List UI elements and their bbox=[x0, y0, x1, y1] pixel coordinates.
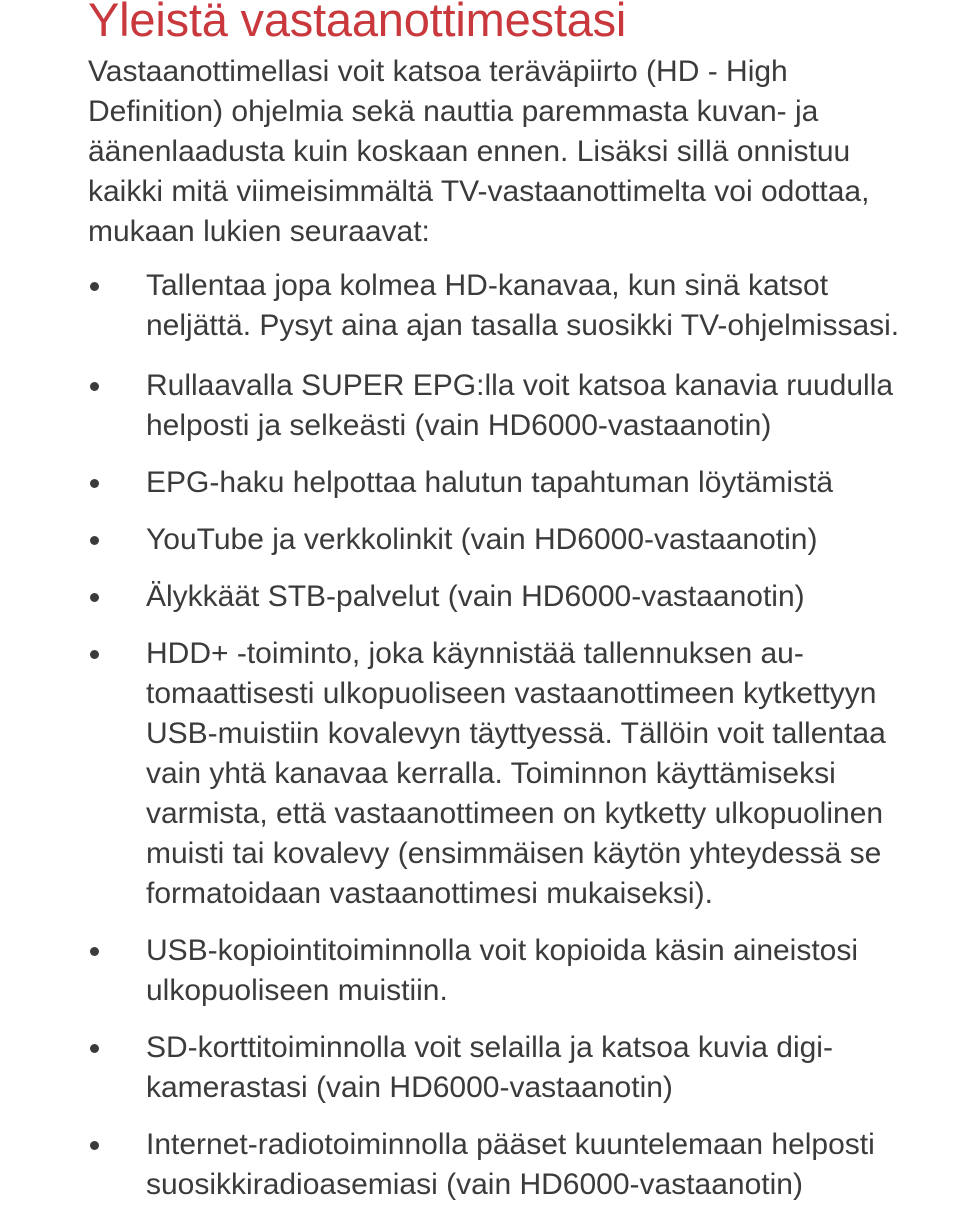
bullet-dot-icon bbox=[90, 650, 99, 659]
text-line: tomaattisesti ulkopuoliseen vastaanottimeen kytkettyyn bbox=[146, 677, 877, 710]
text-line: mukaan lukien seuraavat: bbox=[88, 215, 430, 248]
list-item bbox=[88, 1028, 920, 1108]
text-line: SD-korttitoiminnolla voit selailla ja katsoa kuvia digi- bbox=[146, 1031, 833, 1064]
text-line: muisti tai kovalevy (ensimmäisen käytön yhteydessä se bbox=[146, 837, 882, 870]
list-item bbox=[88, 366, 920, 446]
bullet-dot-icon bbox=[90, 947, 99, 956]
text-line: vain yhtä kanavaa kerralla. Toiminnon käyttämiseksi bbox=[146, 757, 836, 790]
list-item-text bbox=[146, 577, 920, 617]
text-line: formatoidaan vastaanottimesi mukaiseksi). bbox=[146, 877, 713, 910]
list-item-text bbox=[146, 931, 920, 1011]
list-item bbox=[88, 520, 920, 560]
bullet-dot-icon bbox=[90, 536, 99, 545]
text-line: Internet-radiotoiminnolla pääset kuuntelemaan helposti bbox=[146, 1128, 875, 1161]
feature-bullet-list bbox=[88, 266, 920, 1205]
text-line: YouTube ja verkkolinkit (vain HD6000-vastaanotin) bbox=[146, 523, 818, 556]
list-item bbox=[88, 577, 920, 617]
text-line: suosikkiradioasemiasi (vain HD6000-vastaanotin) bbox=[146, 1168, 803, 1201]
list-item bbox=[88, 1125, 920, 1205]
text-line: Vastaanottimellasi voit katsoa teräväpiirto (HD - High bbox=[88, 55, 788, 88]
bullet-dot-icon bbox=[90, 479, 99, 488]
text-line: USB-muistiin kovalevyn täyttyessä. Tällöin voit tallentaa bbox=[146, 717, 886, 750]
list-item-text bbox=[146, 463, 920, 503]
text-line: EPG-haku helpottaa halutun tapahtuman löytämistä bbox=[146, 466, 834, 499]
text-line: kamerastasi (vain HD6000-vastaanotin) bbox=[146, 1071, 673, 1104]
list-item-text bbox=[146, 266, 920, 346]
bullet-dot-icon bbox=[90, 282, 99, 291]
text-line: Definition) ohjelmia sekä nauttia paremmasta kuvan- ja bbox=[88, 95, 819, 128]
list-item-text bbox=[146, 1028, 920, 1108]
text-line: HDD+ -toiminto, joka käynnistää tallennuksen au- bbox=[146, 637, 804, 670]
intro-paragraph bbox=[88, 52, 898, 252]
bullet-dot-icon bbox=[90, 593, 99, 602]
text-line: Rullaavalla SUPER EPG:lla voit katsoa kanavia ruudulla bbox=[146, 369, 894, 402]
list-item-text bbox=[146, 1125, 920, 1205]
list-item-text bbox=[146, 366, 920, 446]
list-item bbox=[88, 463, 920, 503]
text-line: Älykkäät STB-palvelut (vain HD6000-vastaanotin) bbox=[146, 580, 805, 613]
text-line: varmista, että vastaanottimeen on kytketty ulkopuolinen bbox=[146, 797, 884, 830]
bullet-dot-icon bbox=[90, 1141, 99, 1150]
bullet-dot-icon bbox=[90, 1044, 99, 1053]
page-title: Yleistä vastaanottimestasi bbox=[88, 0, 627, 46]
text-line: kaikki mitä viimeisimmältä TV-vastaanottimelta voi odottaa, bbox=[88, 175, 870, 208]
bullet-dot-icon bbox=[90, 382, 99, 391]
text-line: äänenlaadusta kuin koskaan ennen. Lisäksi sillä onnistuu bbox=[88, 135, 851, 168]
list-item bbox=[88, 931, 920, 1011]
list-item-text bbox=[146, 520, 920, 560]
text-line: Tallentaa jopa kolmea HD-kanavaa, kun sinä katsot bbox=[146, 269, 829, 302]
text-line: ulkopuoliseen muistiin. bbox=[146, 974, 448, 1007]
text-line: neljättä. Pysyt aina ajan tasalla suosikki TV-ohjelmissasi. bbox=[146, 309, 900, 342]
list-item bbox=[88, 266, 920, 346]
text-line: USB-kopiointitoiminnolla voit kopioida käsin aineistosi bbox=[146, 934, 859, 967]
text-line: helposti ja selkeästi (vain HD6000-vastaanotin) bbox=[146, 409, 772, 442]
list-item-text bbox=[146, 634, 920, 914]
list-item bbox=[88, 634, 920, 914]
